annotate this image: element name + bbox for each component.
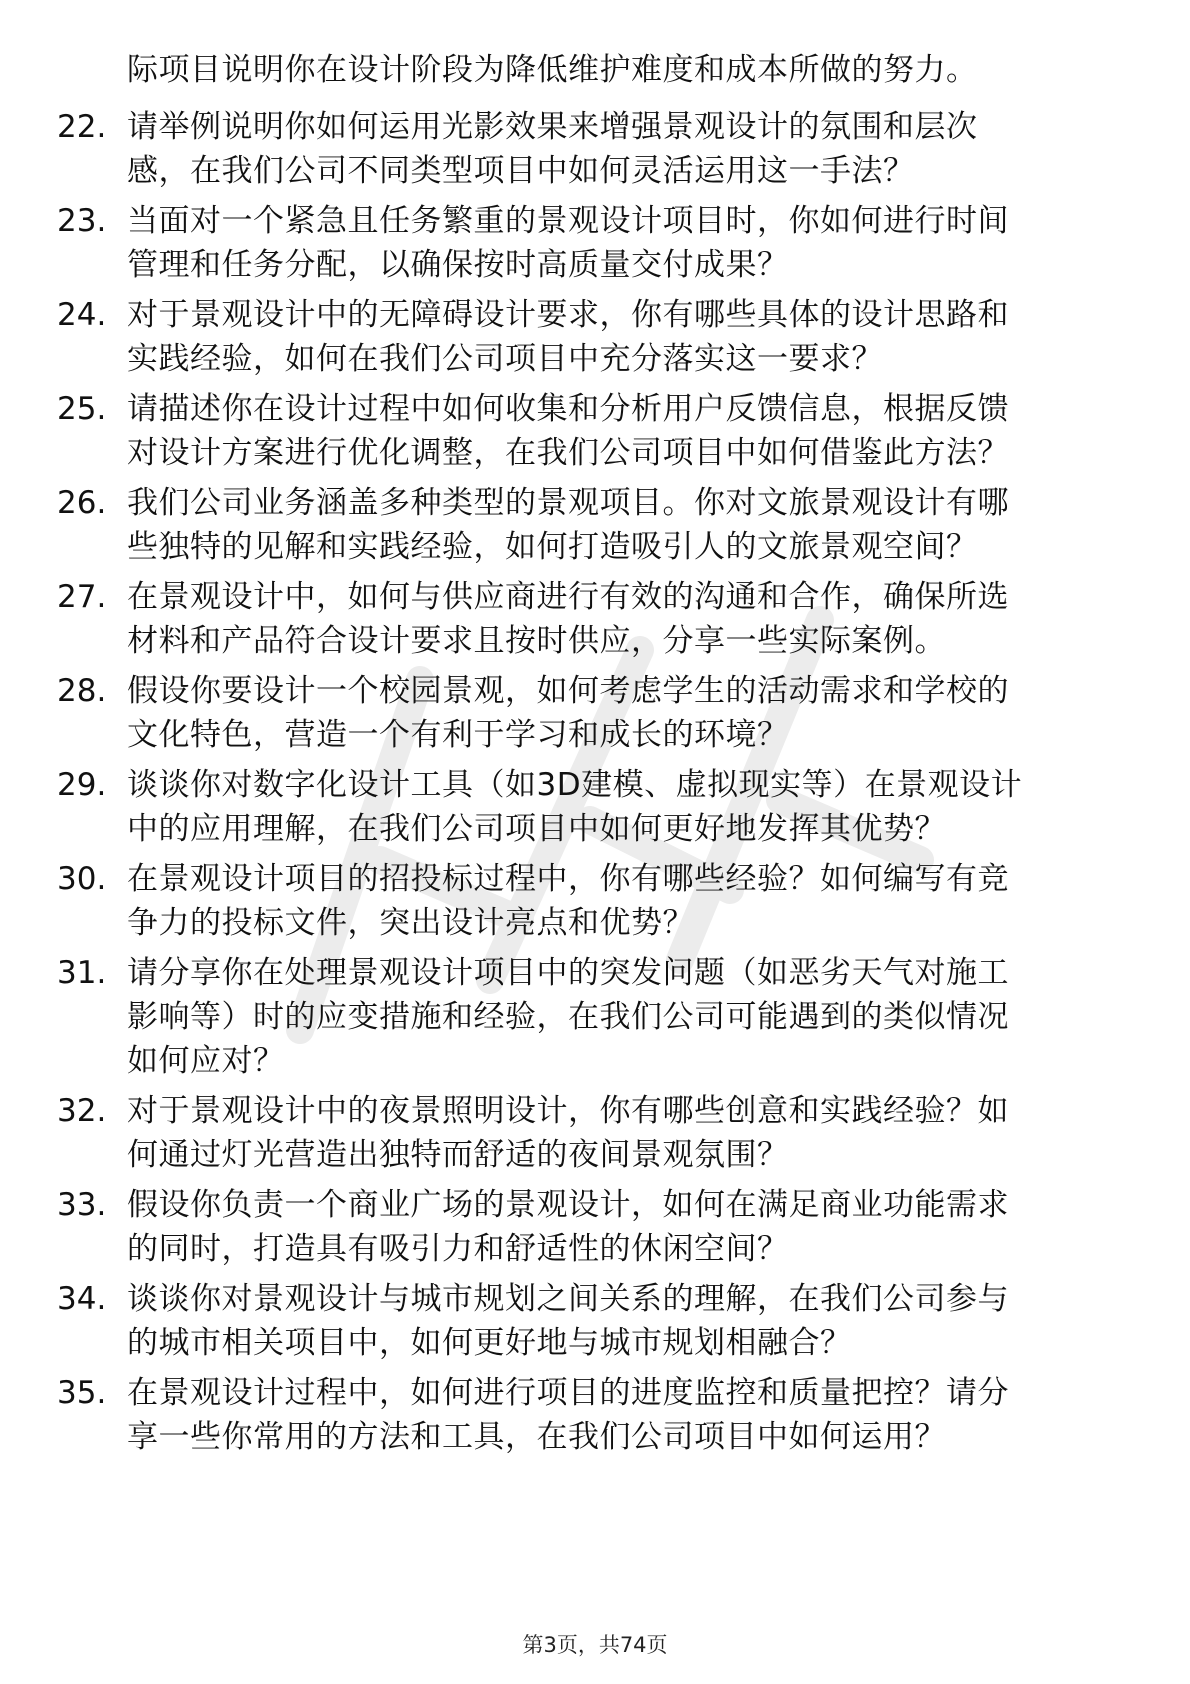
question-line: 材料和产品符合设计要求且按时供应，分享一些实际案例。 (127, 623, 946, 659)
question-line: 些独特的见解和实践经验，如何打造吸引人的文旅景观空间？ (127, 529, 978, 565)
question-line: 争力的投标文件，突出设计亮点和优势？ (127, 905, 694, 941)
question-number: 33. (57, 1187, 107, 1223)
question-line: 请举例说明你如何运用光影效果来增强景观设计的氛围和层次 (127, 109, 978, 145)
question-line: 对于景观设计中的无障碍设计要求，你有哪些具体的设计思路和 (127, 297, 1009, 333)
question-line: 我们公司业务涵盖多种类型的景观项目。你对文旅景观设计有哪 (127, 485, 1009, 521)
question-number: 34. (57, 1281, 107, 1317)
question-line: 感，在我们公司不同类型项目中如何灵活运用这一手法？ (127, 153, 915, 189)
question-text (127, 293, 1137, 381)
question-text (127, 669, 1137, 757)
question-line: 对于景观设计中的夜景照明设计，你有哪些创意和实践经验？如 (127, 1093, 1009, 1129)
question-line: 在景观设计中，如何与供应商进行有效的沟通和合作，确保所选 (127, 579, 1009, 615)
question-line: 假设你要设计一个校园景观，如何考虑学生的活动需求和学校的 (127, 673, 1009, 709)
question-line: 谈谈你对数字化设计工具（如3D建模、虚拟现实等）在景观设计 (127, 767, 1023, 803)
question-line: 在景观设计项目的招投标过程中，你有哪些经验？如何编写有竞 (127, 861, 1009, 897)
question-text (127, 199, 1137, 287)
question-line: 管理和任务分配，以确保按时高质量交付成果？ (127, 247, 789, 283)
question-number: 27. (57, 579, 107, 615)
question-text (127, 1089, 1137, 1177)
question-line: 实践经验，如何在我们公司项目中充分落实这一要求？ (127, 341, 883, 377)
question-number: 26. (57, 485, 107, 521)
question-number: 28. (57, 673, 107, 709)
question-line: 请分享你在处理景观设计项目中的突发问题（如恶劣天气对施工 (127, 955, 1009, 991)
page-number-label: 第3页，共74页 (522, 1633, 668, 1657)
question-number: 35. (57, 1375, 107, 1411)
question-line: 对设计方案进行优化调整，在我们公司项目中如何借鉴此方法？ (127, 435, 1009, 471)
question-number: 24. (57, 297, 107, 333)
question-number: 29. (57, 767, 107, 803)
question-line: 中的应用理解，在我们公司项目中如何更好地发挥其优势？ (127, 811, 946, 847)
question-text (127, 1371, 1137, 1459)
question-line: 的同时，打造具有吸引力和舒适性的休闲空间？ (127, 1231, 789, 1267)
question-text (127, 105, 1137, 193)
question-line: 文化特色，营造一个有利于学习和成长的环境？ (127, 717, 789, 753)
question-number: 32. (57, 1093, 107, 1129)
question-number: 22. (57, 109, 107, 145)
question-line: 假设你负责一个商业广场的景观设计，如何在满足商业功能需求 (127, 1187, 1009, 1223)
question-number: 23. (57, 203, 107, 239)
continuation-text: 际项目说明你在设计阶段为降低维护难度和成本所做的努力。 (127, 52, 978, 88)
question-number: 30. (57, 861, 107, 897)
question-line: 的城市相关项目中，如何更好地与城市规划相融合？ (127, 1325, 852, 1361)
question-line: 享一些你常用的方法和工具，在我们公司项目中如何运用？ (127, 1419, 946, 1455)
question-text (127, 763, 1137, 851)
question-line: 请描述你在设计过程中如何收集和分析用户反馈信息，根据反馈 (127, 391, 1009, 427)
question-line: 何通过灯光营造出独特而舒适的夜间景观氛围？ (127, 1137, 789, 1173)
question-text (127, 387, 1137, 475)
question-line: 在景观设计过程中，如何进行项目的进度监控和质量把控？请分 (127, 1375, 1009, 1411)
question-text (127, 857, 1137, 945)
question-line: 谈谈你对景观设计与城市规划之间关系的理解，在我们公司参与 (127, 1281, 1009, 1317)
question-text (127, 1183, 1137, 1271)
question-line: 如何应对？ (127, 1043, 285, 1079)
question-text (127, 575, 1137, 663)
question-number: 25. (57, 391, 107, 427)
question-line: 当面对一个紧急且任务繁重的景观设计项目时，你如何进行时间 (127, 203, 1009, 239)
question-text (127, 951, 1137, 1083)
question-line: 影响等）时的应变措施和经验，在我们公司可能遇到的类似情况 (127, 999, 1009, 1035)
question-number: 31. (57, 955, 107, 991)
page-footer (0, 1630, 1190, 1660)
question-text (127, 1277, 1137, 1365)
question-text (127, 481, 1137, 569)
